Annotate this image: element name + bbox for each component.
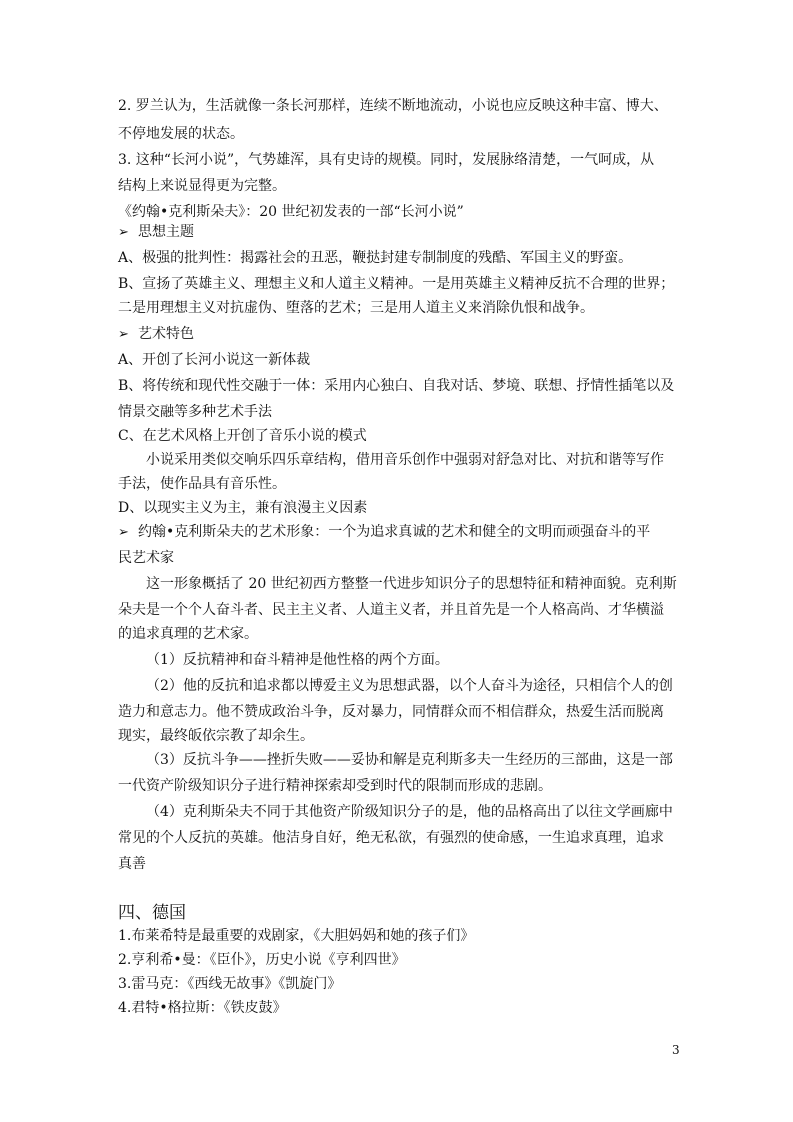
section-heading: 艺术特色 — [138, 326, 194, 342]
arrow-bullet-icon: ➢ — [118, 525, 129, 540]
text-line: （1）反抗精神和奋斗精神是他性格的两个方面。 — [146, 652, 449, 668]
text-line: 这一形象概括了 20 世纪初西方整整一代进步知识分子的思想特征和精神面貌。克利斯 — [146, 576, 677, 592]
text-line: 造力和意志力。他不赞成政治斗争，反对暴力，同情群众而不相信群众，热爱生活而脱离 — [118, 704, 664, 720]
section-heading: 思想主题 — [138, 224, 194, 240]
text-line: 一代资产阶级知识分子进行精神探索却受到时代的限制而形成的悲剧。 — [118, 778, 552, 794]
text-line: 小说采用类似交响乐四乐章结构，借用音乐创作中强弱对舒急对比、对抗和谐等写作 — [146, 452, 664, 468]
text-line: 的追求真理的艺术家。 — [118, 626, 258, 642]
text-line: （4）克利斯朵夫不同于其他资产阶级知识分子的是，他的品格高出了以往文学画廊中 — [146, 804, 673, 820]
list-item: 3.雷马克：《西线无故事》《凯旋门》 — [118, 976, 342, 992]
text-line: 2. 罗兰认为，生活就像一条长河那样，连续不断地流动，小说也应反映这种丰富、博大、 — [118, 98, 668, 114]
list-item: 1.布莱希特是最重要的戏剧家，《大胆妈妈和她的孩子们》 — [118, 928, 475, 944]
text-line: 朵夫是一个个人奋斗者、民主主义者、人道主义者，并且首先是一个人格高尚、才华横溢 — [118, 602, 664, 618]
page-number: 3 — [672, 1043, 680, 1057]
text-line: （3）反抗斗争——挫折失败——妥协和解是克利斯多夫一生经历的三部曲，这是一部 — [146, 752, 673, 768]
text-line: 结构上来说显得更为完整。 — [118, 178, 286, 194]
section-title: 四、德国 — [118, 903, 186, 923]
text-line: 民艺术家 — [118, 550, 174, 566]
text-line: 3. 这种“长河小说”，气势雄浑，具有史诗的规模。同时，发展脉络清楚，一气呵成，从 — [118, 152, 655, 168]
text-line: 常见的个人反抗的英雄。他洁身自好，绝无私欲，有强烈的使命感，一生追求真理，追求 — [118, 830, 664, 846]
text-line: 二是用理想主义对抗虚伪、堕落的艺术；三是用人道主义来消除仇恨和战争。 — [118, 300, 594, 316]
bulleted-heading — [118, 522, 650, 543]
text-line: 情景交融等多种艺术手法 — [118, 404, 272, 420]
text-line: B、将传统和现代性交融于一体：采用内心独白、自我对话、梦境、联想、抒情性插笔以及 — [118, 378, 675, 394]
text-line: C、在艺术风格上开创了音乐小说的模式 — [118, 428, 367, 444]
text-line: （2）他的反抗和追求都以博爱主义为思想武器，以个人奋斗为途径，只相信个人的创 — [146, 678, 673, 694]
arrow-bullet-icon: ➢ — [118, 225, 129, 240]
text-line: 现实，最终皈依宗教了却余生。 — [118, 728, 314, 744]
book-title-line: 《约翰•克利斯朵夫》：20 世纪初发表的一部“长河小说” — [118, 204, 464, 220]
section-heading: 约翰•克利斯朵夫的艺术形象：一个为追求真诚的艺术和健全的文明而顽强奋斗的平 — [138, 524, 651, 540]
text-line: A、极强的批判性：揭露社会的丑恶，鞭挞封建专制制度的残酷、军国主义的野蛮。 — [118, 250, 633, 266]
text-line: 手法，使作品具有音乐性。 — [118, 476, 286, 492]
list-item: 2.亨利希•曼：《臣仆》，历史小说《亨利四世》 — [118, 952, 406, 968]
bulleted-heading — [118, 222, 194, 243]
list-item: 4.君特•格拉斯：《铁皮鼓》 — [118, 1000, 287, 1016]
text-line: D、以现实主义为主，兼有浪漫主义因素 — [118, 500, 368, 516]
bulleted-heading — [118, 324, 194, 345]
text-line: A、开创了长河小说这一新体裁 — [118, 352, 311, 368]
text-line: 不停地发展的状态。 — [118, 126, 244, 142]
arrow-bullet-icon: ➢ — [118, 327, 129, 342]
text-line: B、宣扬了英雄主义、理想主义和人道主义精神。一是用英雄主义精神反抗不合理的世界； — [118, 276, 675, 292]
text-line: 真善 — [118, 856, 146, 872]
